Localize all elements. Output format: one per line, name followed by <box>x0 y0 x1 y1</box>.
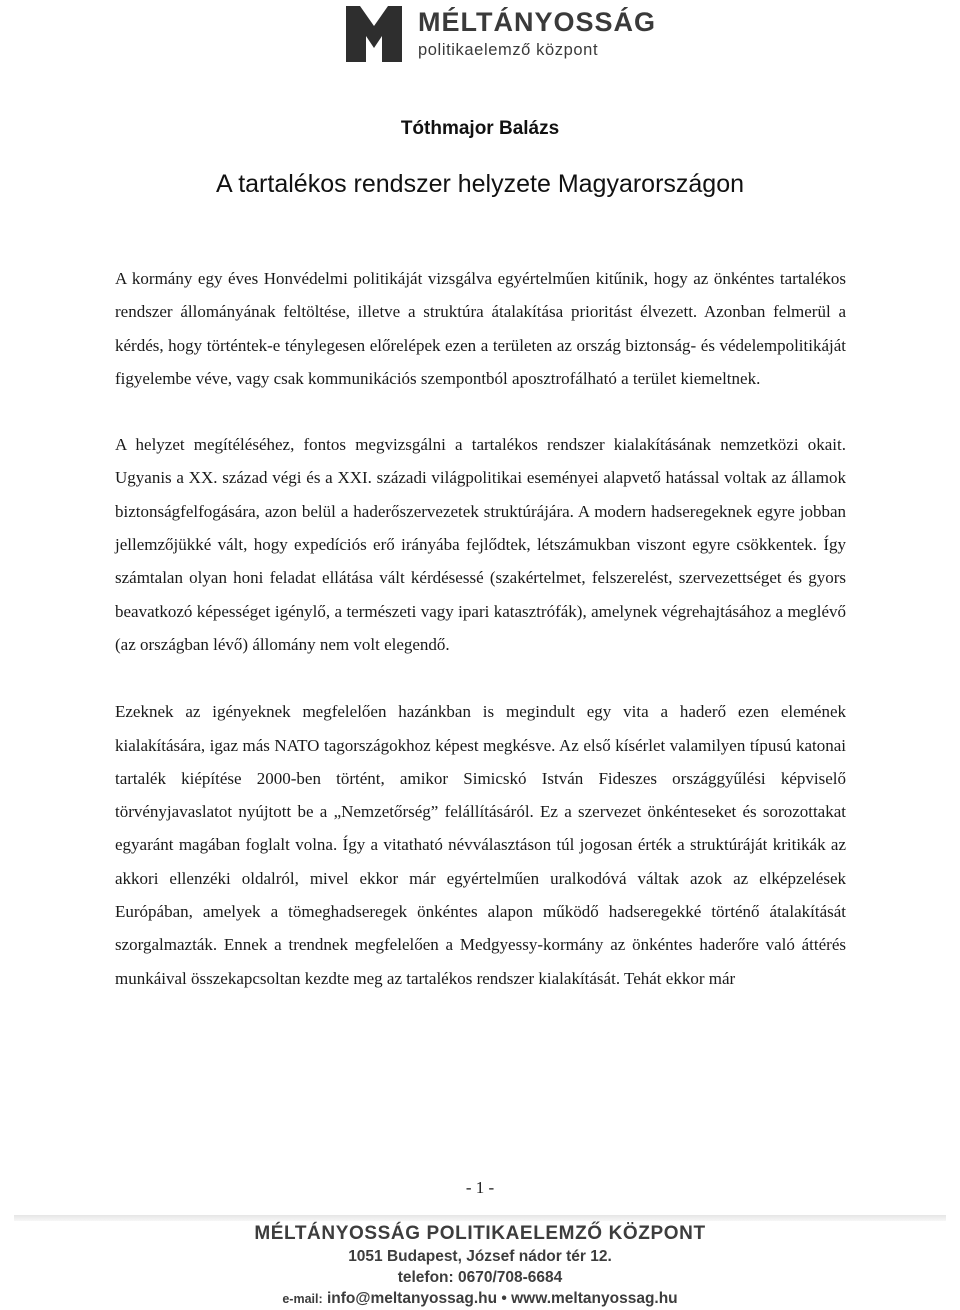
paragraph-2: A helyzet megítéléséhez, fontos megvizsgálni a tartalékos rendszer kialakításának nemzetközi okait. Ugyanis a XX. század végi és a XXI. századi világpolitikai eseményei alapvető hatással voltak az államok biztonságfelfogására, azon belül a haderőszervezetek struktúrájára. A modern hadseregeknek egyre jobban jellemzőjükké vált, hogy expedíciós erő irányába fejlődtek, létszámukban viszont egyre csökkentek. Így számtalan olyan honi feladat ellátása vált kérdésessé (szakértelmet, felszerelést, szervezettséget és gyors beavatkozó képességet igénylő, a természeti vagy ipari katasztrófák), amelynek végrehajtásához a meglévő (az országban lévő) állomány nem volt elegendő. <box>115 435 846 654</box>
footer-address: 1051 Budapest, József nádor tér 12. <box>348 1248 612 1265</box>
logo-subtitle: politikaelemző központ <box>418 41 599 59</box>
document-title: A tartalékos rendszer helyzete Magyarországon <box>215 170 745 198</box>
logo-name: MÉLTÁNYOSSÁG <box>418 7 657 37</box>
footer-email-label: e-mail: <box>282 1292 323 1306</box>
letterhead <box>0 0 960 75</box>
page-number: - 1 - <box>465 1178 495 1197</box>
paragraph-1: A kormány egy éves Honvédelmi politikáját vizsgálva egyértelműen kitűnik, hogy az önkéntes tartalékos rendszer állományának feltöltése, illetve a struktúra átalakítása prioritást élvezett. Azonban felmerül a kérdés, hogy történtek-e ténylegesen előrelépek ezen a területen az ország biztonság- és védelempolitikáját figyelembe véve, vagy csak kommunikációs szempontból aposztrofálható a terület kiemeltnek. <box>115 269 846 388</box>
footer-phone: telefon: 0670/708-6684 <box>397 1269 563 1286</box>
document-body <box>115 262 846 995</box>
footer-divider <box>14 1215 946 1221</box>
author-name: Tóthmajor Balázs <box>400 118 560 139</box>
footer-contact[interactable]: info@meltanyossag.hu • www.meltanyossag.hu <box>326 1290 678 1307</box>
paragraph-3: Ezeknek az igényeknek megfelelően hazánkban is megindult egy vita a haderő ezen elemének kialakítására, igaz más NATO tagországokhoz képest megkésve. Az első kísérlet valamilyen típusú katonai tartalék kiépítése 2000-ben történt, amikor Simicskó István Fideszes országgyűlési képviselő törvényjavaslatot nyújtott be a „Nemzetőrség” felállításáról. Ez a szervezet önkénteseket és sorozottakat egyaránt magában foglalt volna. Így a vitatható névválasztáson túl jogosan érték a struktúráját kritikák az akkori ellenzéki oldalról, mivel ekkor már egyértelműen uralkodóvá váltak azok az elképzelések Európában, amelyek a tömeghadseregek önkéntes alapon működő hadseregekké történő átalakítását szorgalmazták. Ennek a trendnek megfelelően a Medgyessy-kormány az önkéntes haderőre való áttérés munkáival összekapcsoltan kezdte meg az tartalékos rendszer kialakítását. Tehát ekkor már <box>115 702 846 988</box>
footer-org-name: MÉLTÁNYOSSÁG POLITIKAELEMZŐ KÖZPONT <box>254 1223 706 1244</box>
meltanyossag-logo-icon <box>346 6 402 62</box>
footer-contact-line <box>0 1288 960 1310</box>
footer <box>0 1222 960 1310</box>
